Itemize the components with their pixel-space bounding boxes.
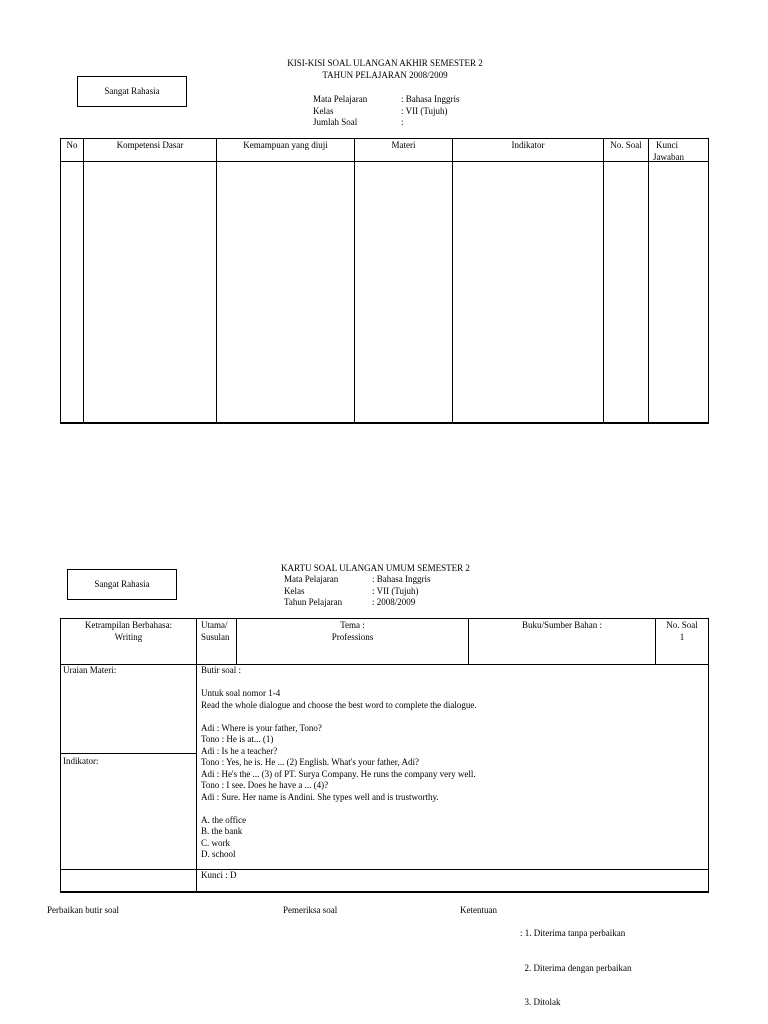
option-a: A. the office (201, 814, 247, 825)
meta-row: Tahun Pelajaran : 2008/2009 (284, 597, 416, 607)
col-header-kemampuan: Kemampuan yang diuji (243, 140, 328, 150)
kartu-meta (284, 574, 431, 609)
rule-item: 2. Diterima dengan perbaikan (520, 962, 632, 973)
meta-row: Kelas : VII (Tujuh) (313, 105, 448, 116)
rule-item: 3. Ditolak (520, 997, 561, 1007)
footer-rules-label: Ketentuan (460, 905, 497, 915)
col-header-kunci: Kunci Jawaban (653, 140, 684, 162)
col-header-no-soal: No. Soal (610, 140, 642, 150)
answer-key: Kunci : D (201, 870, 237, 880)
option-d: D. school (201, 849, 236, 859)
type-label: Utama/ Susulan (201, 620, 230, 642)
indicator-label: Indikator: (63, 756, 99, 766)
item-line: Adi : Where is your father, Tono? (201, 722, 322, 733)
item-line: Adi : Is he a teacher? (201, 745, 278, 756)
item-line: Read the whole dialogue and choose the best word to complete the dialogue. (201, 699, 477, 710)
theme-value: Professions (331, 631, 374, 642)
meta-row: Mata Pelajaran : Bahasa Inggris (284, 574, 431, 584)
theme-label: Tema : (340, 620, 365, 630)
number-value: 1 (679, 631, 685, 642)
kartu-title: KARTU SOAL ULANGAN UMUM SEMESTER 2 (281, 563, 470, 573)
footer-rules-list (520, 905, 631, 1020)
col-header-indikator: Indikator (511, 140, 545, 150)
kisi-year: TAHUN PELAJARAN 2008/2009 (322, 69, 448, 80)
meta-row: Kelas : VII (Tujuh) (284, 585, 419, 596)
material-label: Uraian Materi: (63, 665, 117, 675)
theme-cell (237, 620, 468, 643)
item-line: Tono : He is at... (1) (201, 734, 274, 744)
col-header-kompetensi: Kompetensi Dasar (116, 140, 184, 150)
confidential-label: Sangat Rahasia (104, 85, 160, 96)
kisi-title: KISI-KISI SOAL ULANGAN AKHIR SEMESTER 2 (287, 58, 483, 68)
confidential-label: Sangat Rahasia (94, 578, 150, 589)
col-header-materi: Materi (391, 140, 416, 150)
footer-fix-label: Perbaikan butir soal (47, 905, 119, 915)
number-cell (656, 620, 708, 643)
skill-label: Ketrampilan Berbahasa: (84, 620, 173, 630)
meta-row: Mata Pelajaran : Bahasa Inggris (313, 94, 460, 104)
skill-cell (61, 620, 196, 643)
source-label: Buku/Sumber Bahan : (522, 620, 602, 630)
rule-item: : 1. Diterima tanpa perbaikan (520, 928, 626, 938)
item-line: Tono : I see. Does he have a ... (4)? (201, 780, 329, 790)
item-label: Butir soal : (201, 665, 241, 675)
confidential-box (77, 76, 187, 107)
item-line: Adi : He's the ... (3) of PT. Surya Company. He runs the company very well. (201, 768, 476, 779)
item-line: Untuk soal nomor 1-4 (201, 688, 281, 698)
kisi-title-block (240, 58, 530, 81)
number-label: No. Soal (666, 620, 698, 630)
kisi-meta (313, 94, 460, 129)
col-header-no: No (66, 140, 78, 150)
meta-row: Jumlah Soal : (313, 117, 404, 127)
skill-value: Writing (114, 631, 143, 642)
footer-checker-label: Pemeriksa soal (283, 905, 338, 915)
confidential-box (67, 569, 177, 600)
item-body (201, 665, 701, 861)
option-b: B. the bank (201, 826, 243, 836)
item-line: Adi : Sure. Her name is Andini. She types well and is trustworthy. (201, 791, 439, 802)
item-line: Tono : Yes, he is. He ... (2) English. What's your father, Adi? (201, 757, 419, 767)
option-c: C. work (201, 837, 230, 848)
